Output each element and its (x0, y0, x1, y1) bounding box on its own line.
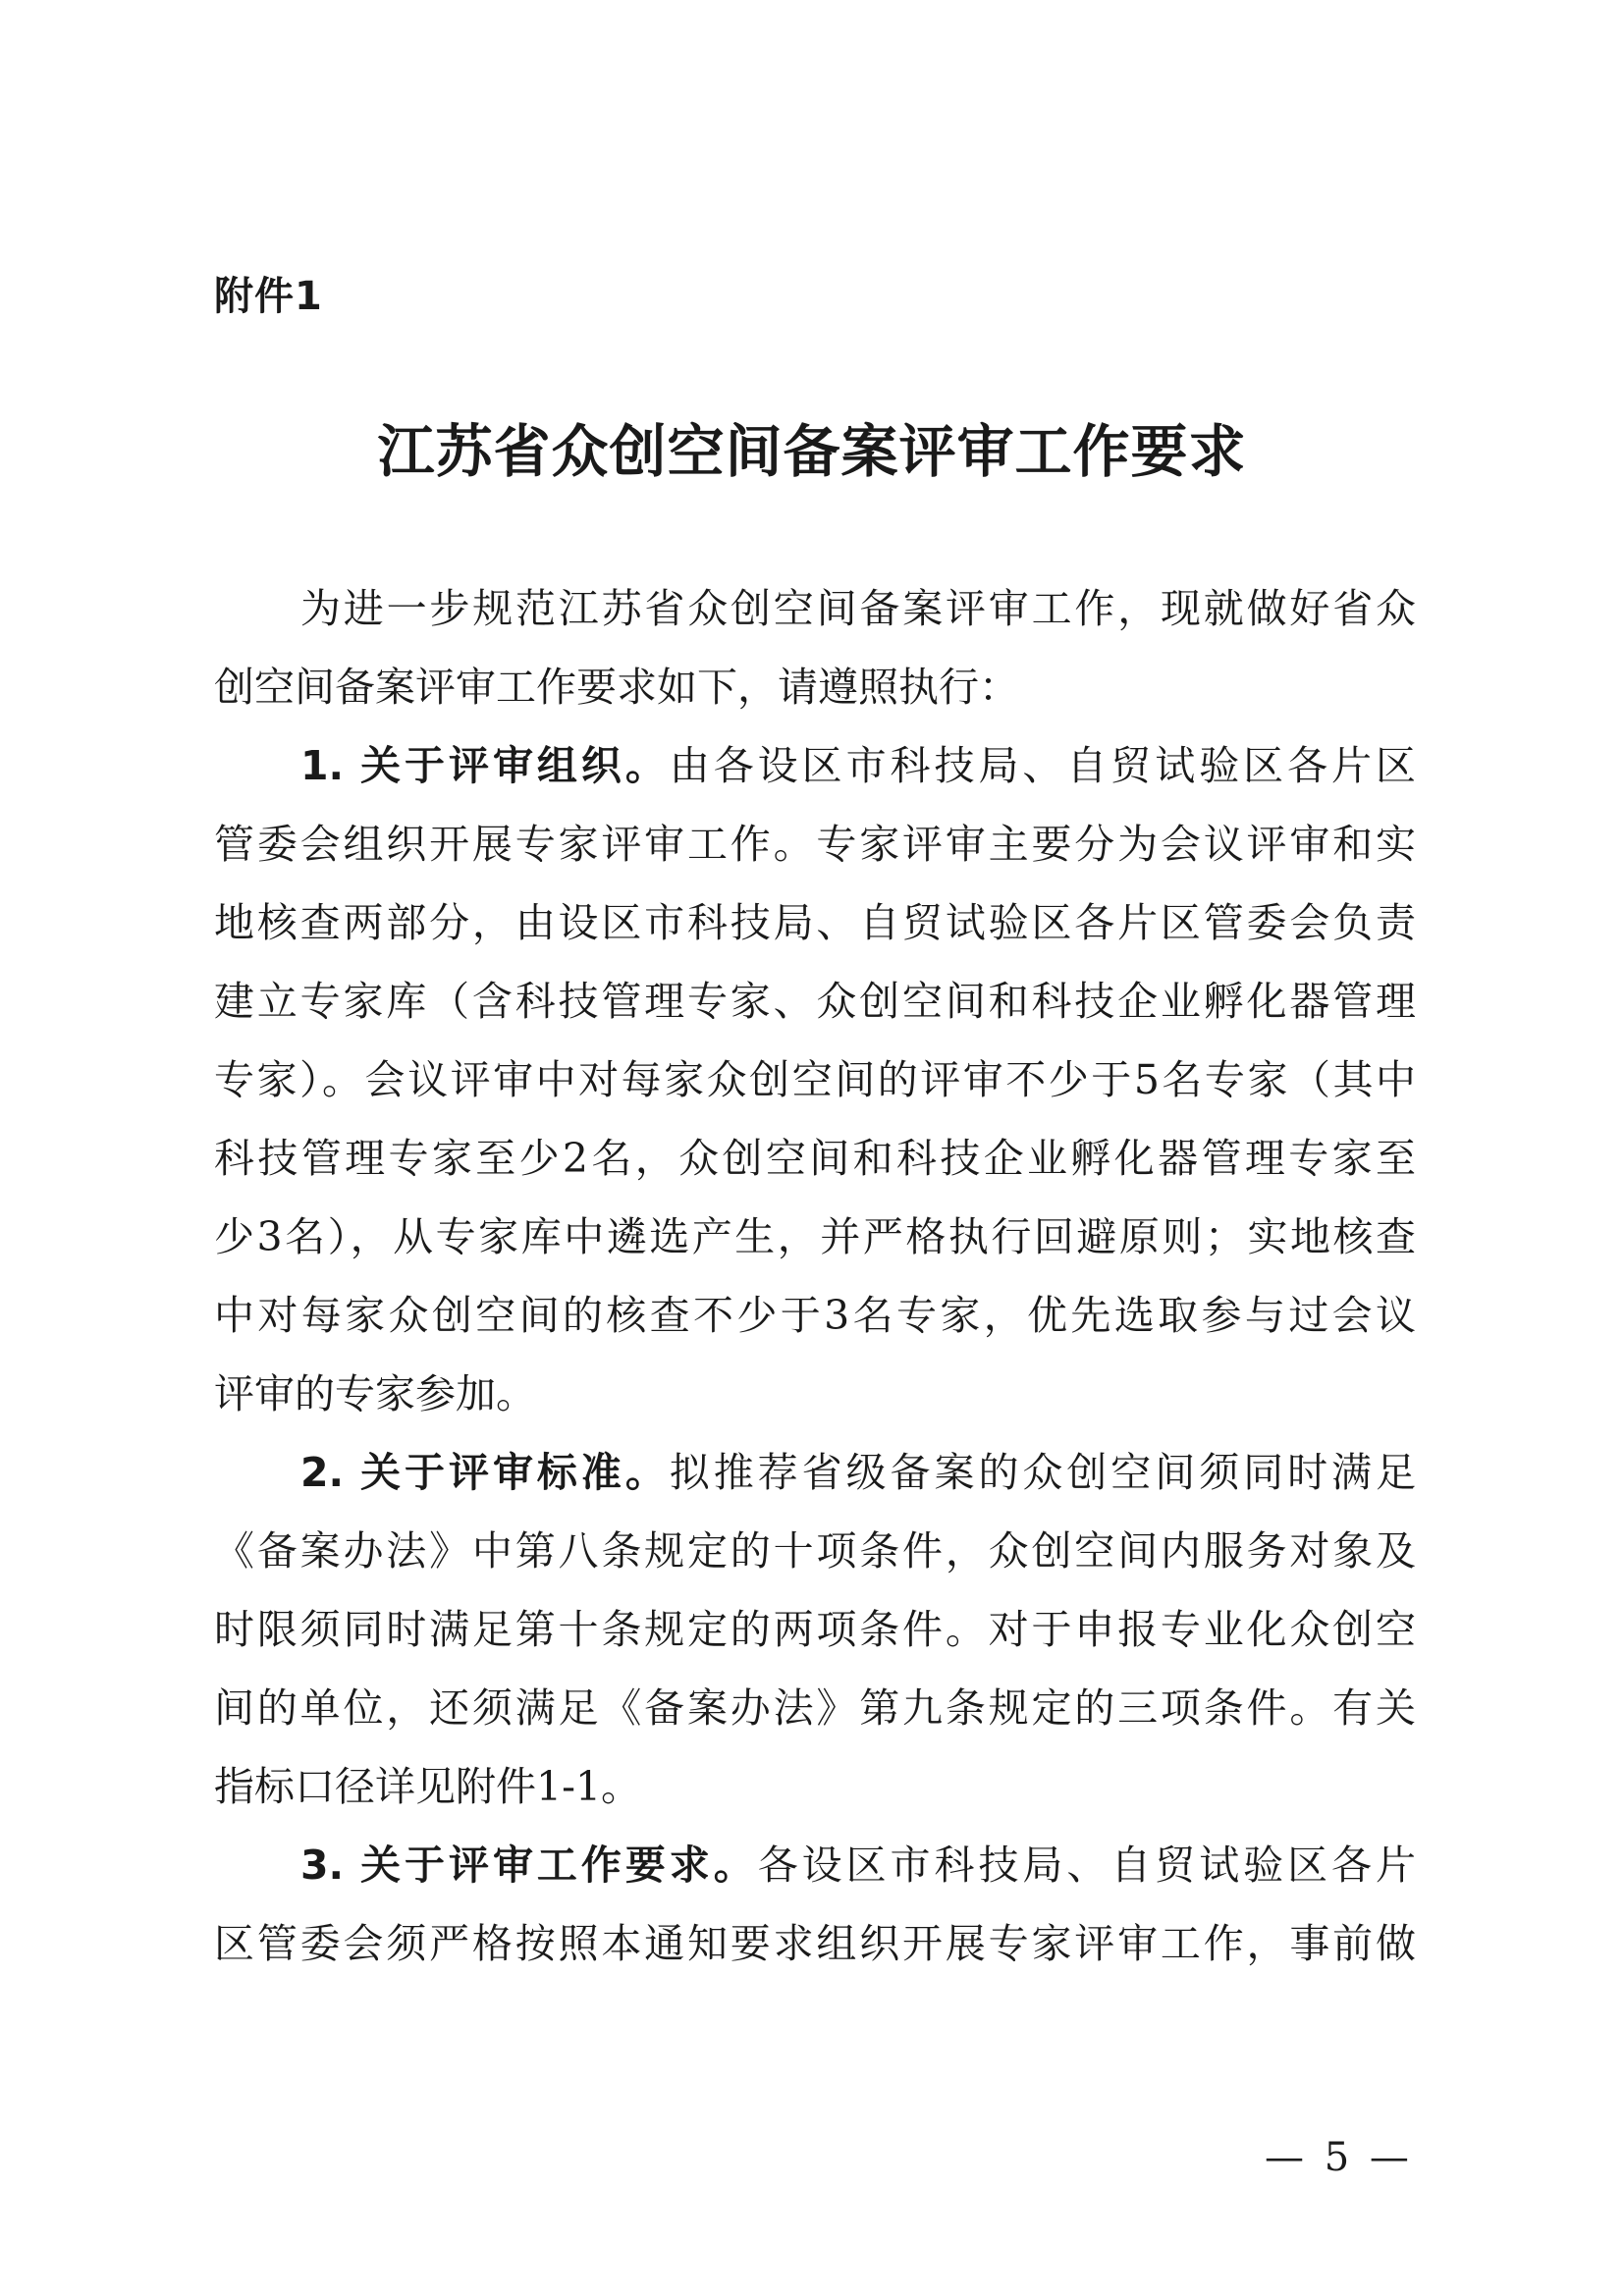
section-3-line-1 (300, 1826, 1416, 1904)
section-2-line-2: 《备案办法》中第八条规定的十项条件，众创空间内服务对象及 (214, 1527, 1416, 1575)
section-2-line-5: 指标口径详见附件1-1。 (214, 1763, 642, 1810)
section-1-line-9: 评审的专家参加。 (214, 1370, 536, 1417)
section-1-line-6: 科技管理专家至少2名，众创空间和科技企业孵化器管理专家至 (214, 1135, 1416, 1182)
page-number: — 5 — (1265, 2135, 1413, 2180)
section-2-line-1 (300, 1433, 1416, 1512)
section-2-heading: 关于评审标准。 (360, 1449, 670, 1496)
section-1-heading: 关于评审组织。 (360, 742, 670, 789)
intro-line-1: 为进一步规范江苏省众创空间备案评审工作，现就做好省众 (300, 585, 1416, 632)
section-1-line-3: 地核查两部分，由设区市科技局、自贸试验区各片区管委会负责 (214, 899, 1416, 946)
document-title: 江苏省众创空间备案评审工作要求 (377, 418, 1247, 485)
section-3-line-1-text: 各设区市科技局、自贸试验区各片 (757, 1842, 1416, 1889)
section-1-line-7: 少3名），从专家库中遴选产生，并严格执行回避原则；实地核查 (214, 1213, 1416, 1260)
section-1-line-1-text: 由各设区市科技局、自贸试验区各片区 (669, 742, 1416, 789)
attachment-label: 附件1 (214, 274, 323, 319)
section-1-line-2: 管委会组织开展专家评审工作。专家评审主要分为会议评审和实 (214, 821, 1416, 868)
intro-line-2: 创空间备案评审工作要求如下，请遵照执行： (214, 664, 1019, 711)
section-2-line-4: 间的单位，还须满足《备案办法》第九条规定的三项条件。有关 (214, 1684, 1416, 1732)
section-2-line-1-text: 拟推荐省级备案的众创空间须同时满足 (669, 1449, 1416, 1496)
section-3-heading: 关于评审工作要求。 (360, 1842, 758, 1889)
section-3-number: 3. (300, 1842, 345, 1889)
section-2-line-3: 时限须同时满足第十条规定的两项条件。对于申报专业化众创空 (214, 1606, 1416, 1653)
section-3-line-2: 区管委会须严格按照本通知要求组织开展专家评审工作，事前做 (214, 1920, 1416, 1967)
section-2-number: 2. (300, 1449, 345, 1496)
section-1-number: 1. (300, 742, 345, 789)
section-1-line-4: 建立专家库（含科技管理专家、众创空间和科技企业孵化器管理 (214, 978, 1416, 1025)
section-1-line-5: 专家）。会议评审中对每家众创空间的评审不少于5名专家（其中 (214, 1056, 1416, 1103)
section-1-line-8: 中对每家众创空间的核查不少于3名专家，优先选取参与过会议 (214, 1292, 1416, 1339)
section-1-line-1 (300, 726, 1416, 805)
